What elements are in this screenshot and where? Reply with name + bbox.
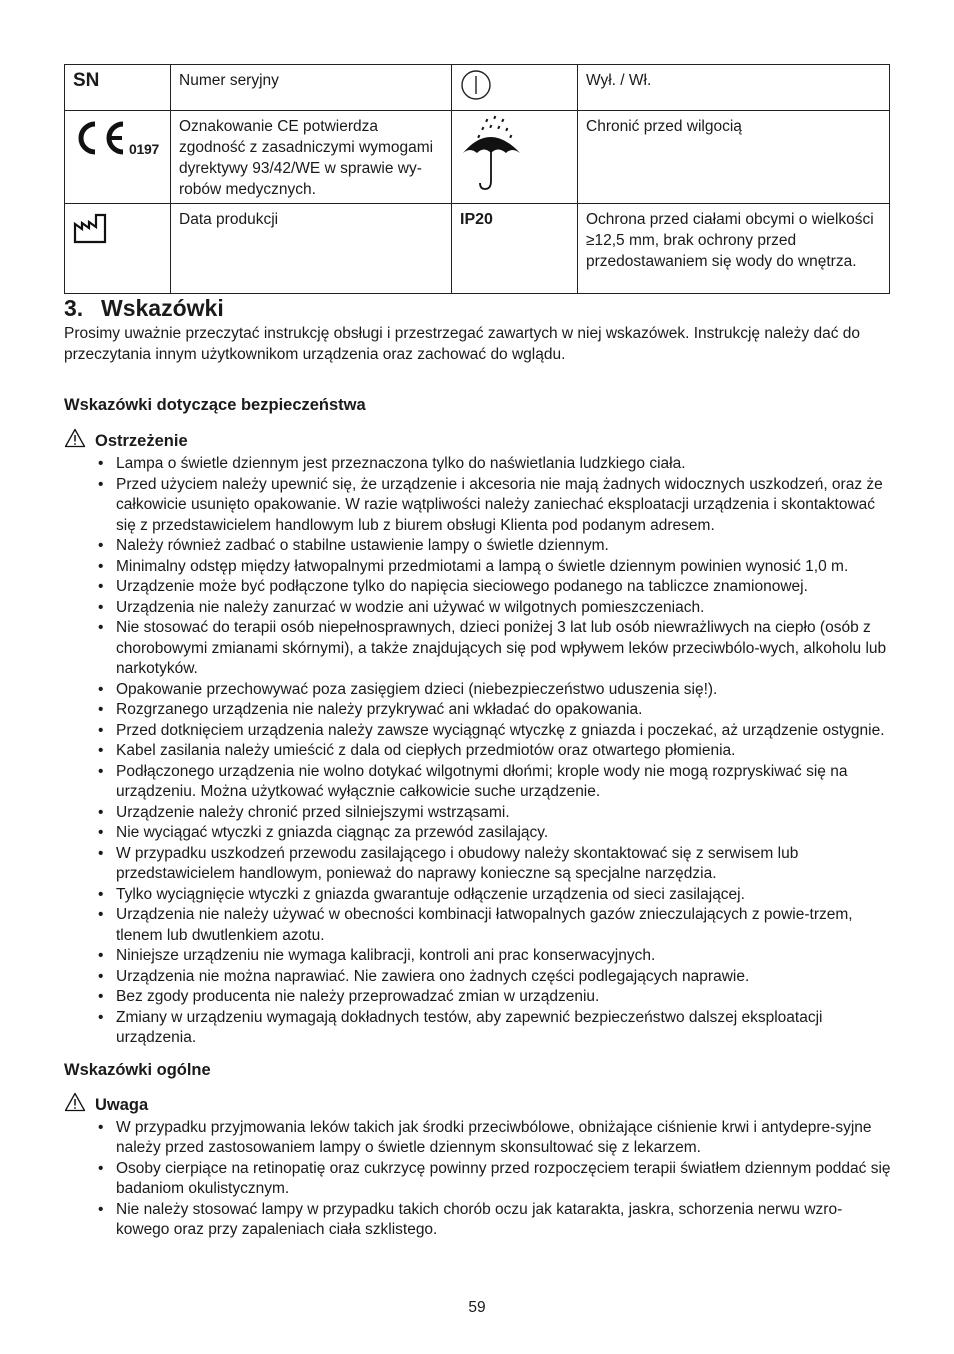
- serial-number-symbol: SN: [73, 70, 100, 91]
- table-row: [65, 65, 890, 111]
- list-item: • Przed użyciem należy upewnić się, że urządzenie i akcesoria nie mają żadnych widocznych uszkodzeń, oraz że całkowicie usunięto opakowanie. W razie wątpliwości należy zaniechać eksploatacji urządzenia i skontaktować się z przedstawicielem handlowym lub z biurem obsługi Klienta pod podanym adresem.: [64, 475, 894, 537]
- description-cell: Chronić przed wilgocią: [578, 111, 890, 204]
- warning-triangle-icon: [64, 1092, 95, 1118]
- description-cell: Wył. / Wł.: [578, 65, 890, 111]
- list-item: • Przed dotknięciem urządzenia należy zawsze wyciągnąć wtyczkę z gniazda i poczekać, aż urządzenie ostygnie.: [64, 721, 894, 742]
- symbol-cell: [65, 111, 171, 204]
- list-item: • Nie wyciągać wtyczki z gniazda ciągnąc za przewód zasilający.: [64, 823, 894, 844]
- symbols-table-container: [64, 64, 890, 294]
- caution-label: Uwaga: [95, 1095, 149, 1114]
- list-item: • W przypadku uszkodzeń przewodu zasilającego i obudowy należy skontaktować się z serwisem lub przedstawicielem handlowym, ponieważ do naprawy konieczne są specjalne narzędzia.: [64, 844, 894, 885]
- warning-triangle-icon: [64, 428, 95, 454]
- instructions-section: [64, 294, 894, 1241]
- section-title: [64, 294, 894, 322]
- description-cell: Ochrona przed ciałami obcymi o wielkości ≥12,5 mm, brak ochrony przed przedostawaniem się wody do wnętrza.: [578, 204, 890, 294]
- symbol-cell: [452, 111, 578, 204]
- description-cell: Oznakowanie CE potwierdza zgodność z zasadniczymi wymogami dyrektywy 93/42/WE w sprawie wy-robów medycznych.: [171, 111, 452, 204]
- general-heading: Wskazówki ogólne: [64, 1060, 211, 1079]
- general-list: [64, 1118, 894, 1241]
- list-item: • Urządzenia nie można naprawiać. Nie zawiera ono żadnych części podlegających naprawie.: [64, 967, 894, 988]
- list-item: • Należy również zadbać o stabilne ustawienie lampy o świetle dziennym.: [64, 536, 894, 557]
- list-item: • Urządzenia nie należy zanurzać w wodzie ani używać w wilgotnych pomieszczeniach.: [64, 598, 894, 619]
- list-item: • Urządzenie należy chronić przed silniejszymi wstrząsami.: [64, 803, 894, 824]
- warning-label: Ostrzeżenie: [95, 432, 188, 450]
- list-item: • Podłączonego urządzenia nie wolno dotykać wilgotnymi dłońmi; krople wody nie mogą rozpryskiwać się na urządzeniu. Można użytkować wyłącznie całkowicie suche urządzenie.: [64, 762, 894, 803]
- ce-notified-body-code: 0197: [129, 141, 159, 157]
- list-item: • Nie stosować do terapii osób niepełnosprawnych, dzieci poniżej 3 lat lub osób niewrażliwych na ciepło (osób z chorobowymi zmianami skórnymi), a także znajdujących się pod wpływem leków przeciwbólo-wych, alkoholu lub narkotyków.: [64, 618, 894, 680]
- symbol-cell: [65, 204, 171, 294]
- ip20-symbol: IP20: [460, 211, 493, 228]
- general-warning-header: [64, 1092, 894, 1118]
- list-item: • Lampa o świetle dziennym jest przeznaczona tylko do naświetlania ludzkiego ciała.: [64, 454, 894, 475]
- ce-mark-icon: [73, 120, 127, 162]
- section-intro: Prosimy uważnie przeczytać instrukcję obsługi i przestrzegać zawartych w niej wskazówek. Instrukcję należy dać do przeczytania innym użytkownikom urządzenia oraz zachować do wglądu.: [64, 325, 860, 363]
- list-item: • Niniejsze urządzeniu nie wymaga kalibracji, kontroli ani prac konserwacyjnych.: [64, 946, 894, 967]
- list-item: • Rozgrzanego urządzenia nie należy przykrywać ani wkładać do opakowania.: [64, 700, 894, 721]
- safety-warning-header: [64, 428, 894, 454]
- list-item: • Zmiany w urządzeniu wymagają dokładnych testów, aby zapewnić bezpieczeństwo dalszej eksploatacji urządzenia.: [64, 1008, 894, 1049]
- description-cell: Data produkcji: [171, 204, 452, 294]
- power-icon: [460, 88, 492, 105]
- section-title-text: Wskazówki: [101, 295, 224, 321]
- umbrella-rain-icon: [460, 180, 524, 197]
- list-item: • Tylko wyciągnięcie wtyczki z gniazda gwarantuje odłączenie urządzenia od sieci zasilającej.: [64, 885, 894, 906]
- table-row: [65, 111, 890, 204]
- list-item: • Nie należy stosować lampy w przypadku takich chorób oczu jak katarakta, jaskra, schorzenia nerwu wzro-kowego oraz przy zapaleniach ciała szklistego.: [64, 1200, 894, 1241]
- symbol-cell: [452, 204, 578, 294]
- list-item: • Opakowanie przechowywać poza zasięgiem dzieci (niebezpieczeństwo uduszenia się!).: [64, 680, 894, 701]
- section-number: 3.: [64, 295, 84, 321]
- description-cell: Numer seryjny: [171, 65, 452, 111]
- list-item: • Urządzenie może być podłączone tylko do napięcia sieciowego podanego na tabliczce znamionowej.: [64, 577, 894, 598]
- table-row: [65, 204, 890, 294]
- page-number: 59: [468, 1299, 486, 1316]
- list-item: • Minimalny odstęp między łatwopalnymi przedmiotami a lampą o świetle dziennym powinien wynosić 1,0 m.: [64, 557, 894, 578]
- list-item: • Urządzenia nie należy używać w obecności kombinacji łatwopalnych gazów znieczulających z powie-trzem, tlenem lub dwutlenkiem azotu.: [64, 905, 894, 946]
- symbol-cell: [452, 65, 578, 111]
- manufacture-date-icon: [73, 231, 107, 248]
- safety-list: [64, 454, 894, 1049]
- safety-heading: Wskazówki dotyczące bezpieczeństwa: [64, 396, 366, 414]
- list-item: • Osoby cierpiące na retinopatię oraz cukrzycę powinny przed rozpoczęciem terapii światłem dziennym poddać się badaniom okulistycznym.: [64, 1159, 894, 1200]
- list-item: • Kabel zasilania należy umieścić z dala od ciepłych przedmiotów oraz otwartego płomienia.: [64, 741, 894, 762]
- symbols-table: [64, 64, 890, 294]
- symbol-cell: [65, 65, 171, 111]
- list-item: • Bez zgody producenta nie należy przeprowadzać zmian w urządzeniu.: [64, 987, 894, 1008]
- list-item: • W przypadku przyjmowania leków takich jak środki przeciwbólowe, obniżające ciśnienie krwi i antydepre-syjne należy przed zastosowaniem lampy o świetle dziennym skonsultować się z lekarzem.: [64, 1118, 894, 1159]
